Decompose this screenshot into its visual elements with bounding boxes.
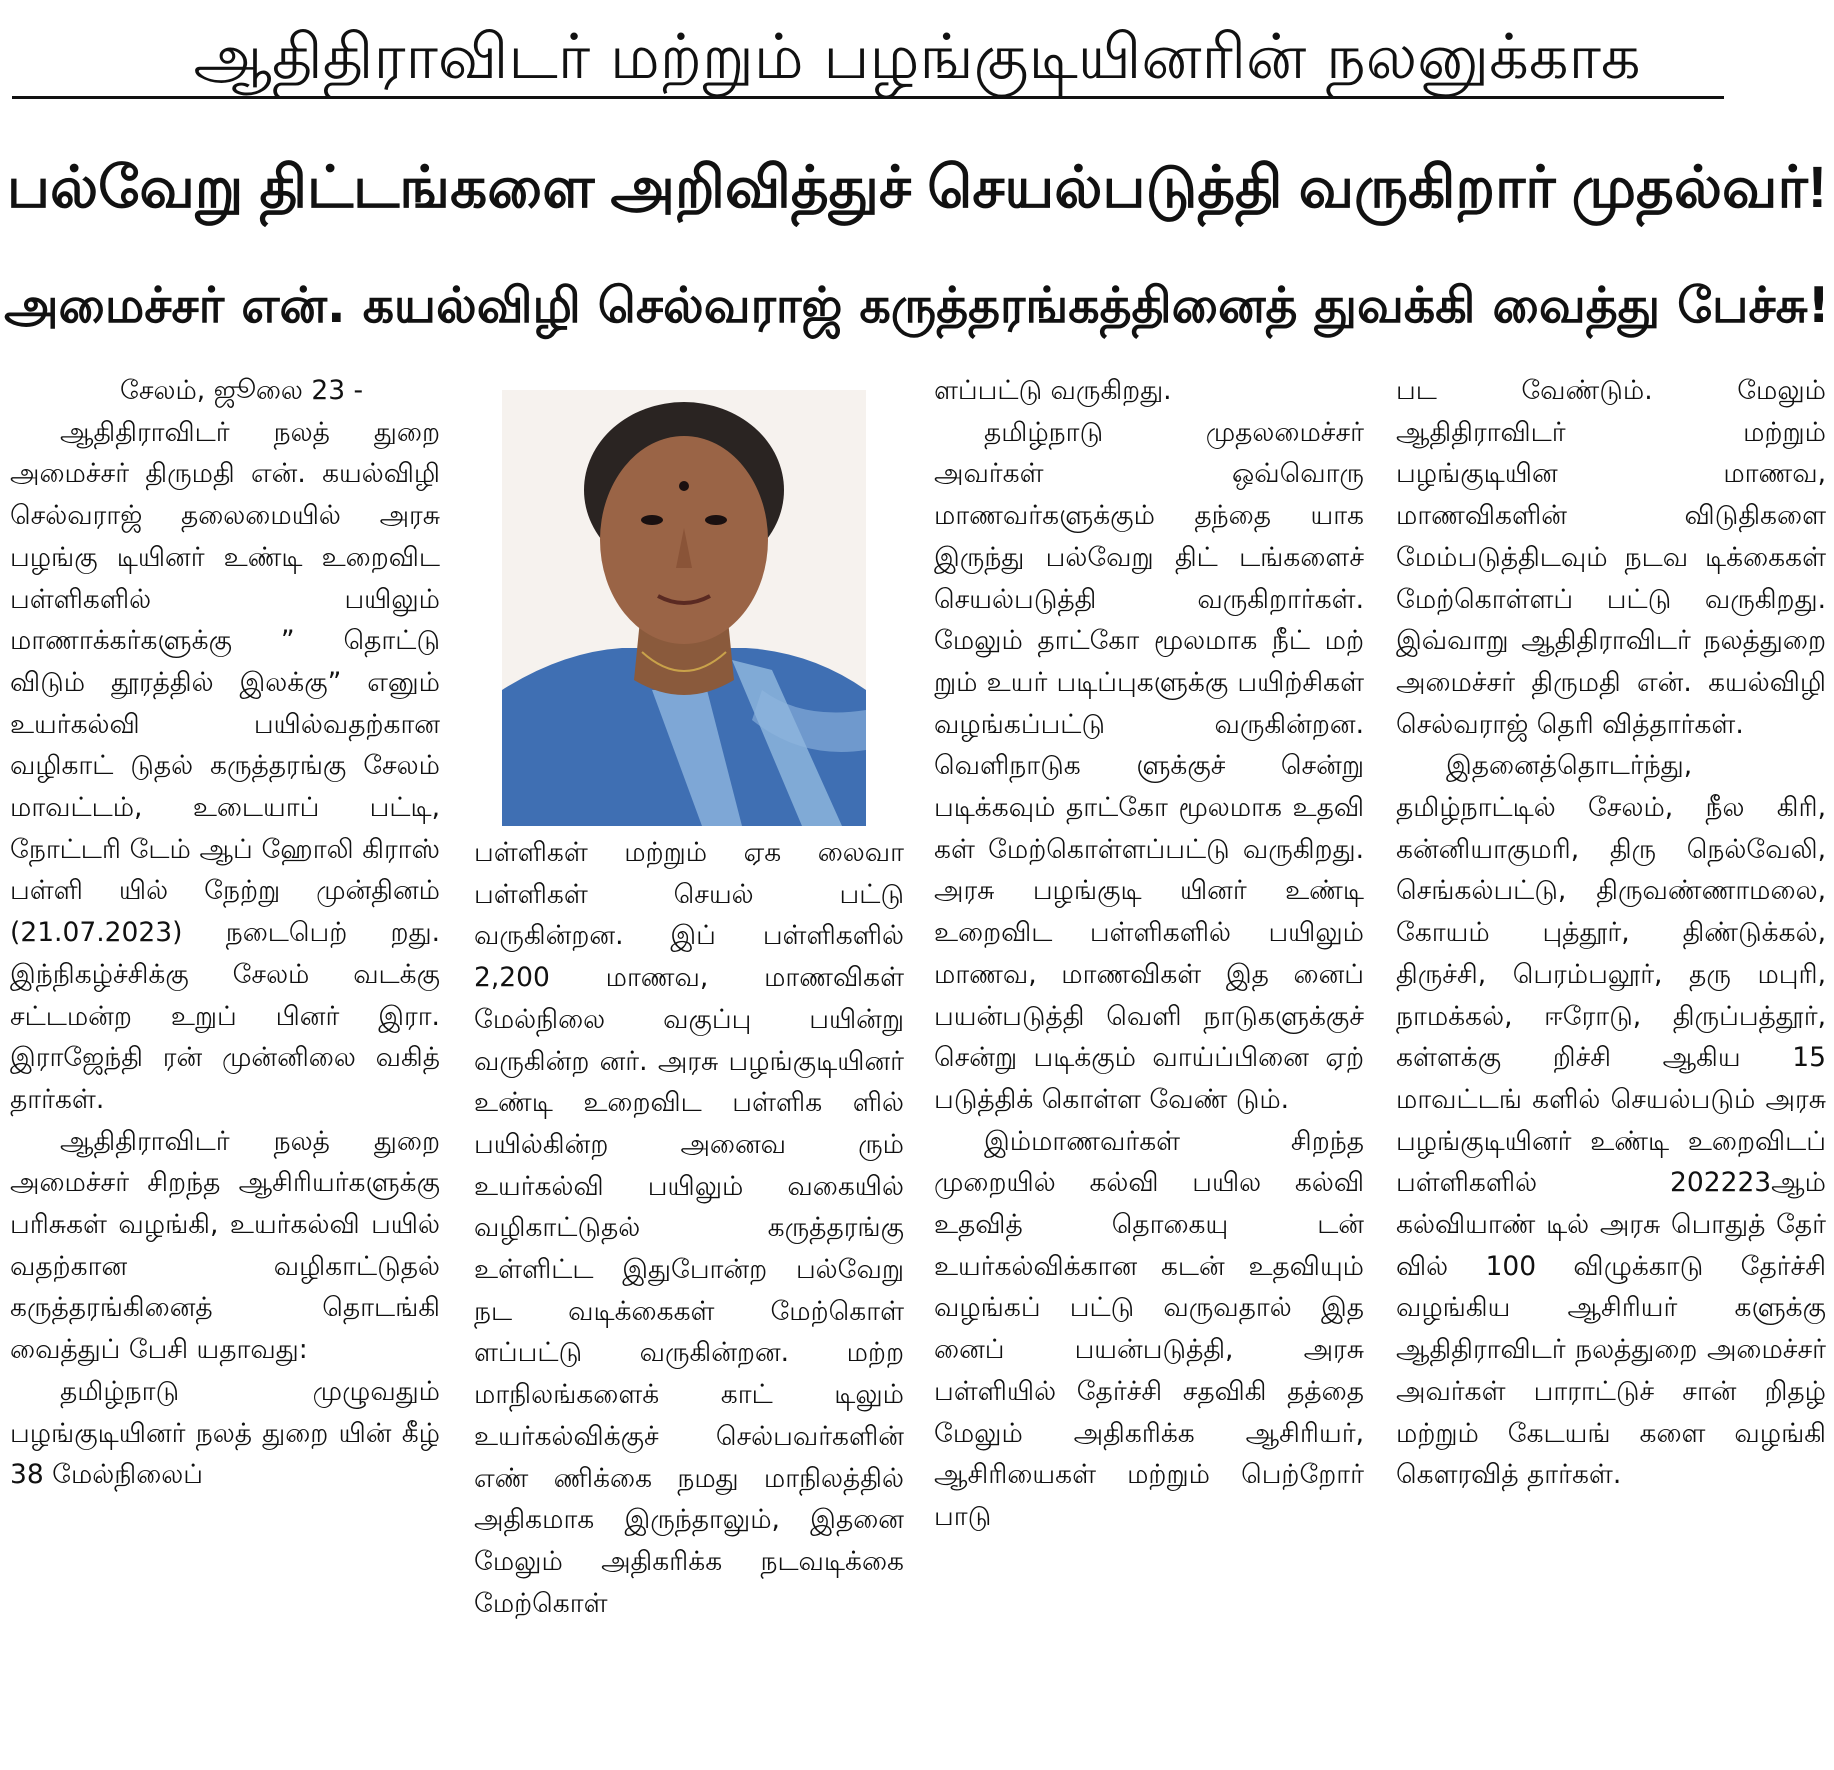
kicker-underline xyxy=(12,96,1724,99)
paragraph: பள்ளிகள் மற்றும் ஏக லைவா பள்ளிகள் செயல் பட்டு வருகின்றன. இப் பள்ளிகளில் 2,200 மாணவ, மாணவிகள் மேல்நிலை வகுப்பு பயின்று வருகின்ற னர். அரசு பழங்குடியினர் உண்டி உறைவிட பள்ளிக ளில் பயில்கின்ற அனைவ ரும் உயர்கல்வி பயிலும் வகையில் வழிகாட்டுதல் கருத்தரங்கு உள்ளிட்ட இதுபோன்ற பல்வேறு நட வடிக்கைகள் மேற்கொள் ளப்பட்டு வருகின்றன. மற்ற மாநிலங்களைக் காட் டிலும் உயர்கல்விக்குச் செல்பவர்களின் எண் ணிக்கை நமது மாநிலத்தில் அதிகமாக இருந்தாலும், இதனை மேலும் அதிகரிக்க நடவடிக்கை மேற்கொள் xyxy=(474,837,904,1619)
paragraph: ளப்பட்டு வருகிறது. xyxy=(934,375,1172,406)
paragraph: தமிழ்நாடு முழுவதும் பழங்குடியினர் நலத் துறை யின் கீழ் 38 மேல்நிலைப் xyxy=(10,1375,440,1491)
dateline: சேலம், ஜூலை 23 - xyxy=(120,375,364,406)
article-column-4 xyxy=(1396,370,1826,1760)
sub-headline: அமைச்சர் என். கயல்விழி செல்வராஜ் கருத்தரங்கத்தினைத் துவக்கி வைத்து பேச்சு! xyxy=(4,277,1830,334)
portrait-illustration xyxy=(502,390,866,826)
article-column-1 xyxy=(10,370,440,1760)
paragraph: பட வேண்டும். மேலும் ஆதிதிராவிடர் மற்றும் பழங்குடியின மாணவ, மாணவிகளின் விடுதிகளை மேம்படுத்திடவும் நடவ டிக்கைகள் மேற்கொள்ளப் பட்டு வருகிறது. இவ்வாறு ஆதிதிராவிடர் நலத்துறை அமைச்சர் திருமதி என். கயல்விழி செல்வராஜ் தெரி வித்தார்கள். xyxy=(1396,375,1826,740)
paragraph: இம்மாணவர்கள் சிறந்த முறையில் கல்வி பயில கல்வி உதவித் தொகையு டன் உயர்கல்விக்கான கடன் உதவியும் வழங்கப் பட்டு வருவதால் இத னைப் பயன்படுத்தி, அரசு பள்ளியில் தேர்ச்சி சதவிகி தத்தை மேலும் அதிகரிக்க ஆசிரியர், ஆசிரியைகள் மற்றும் பெற்றோர் பாடு xyxy=(934,1125,1364,1532)
paragraph: இதனைத்தொடர்ந்து, தமிழ்நாட்டில் சேலம், நீல கிரி, கன்னியாகுமரி, திரு நெல்வேலி, செங்கல்பட்டு, திருவண்ணாமலை, கோயம் புத்தூர், திண்டுக்கல், திருச்சி, பெரம்பலூர், தரு மபுரி, நாமக்கல், ஈரோடு, திருப்பத்தூர், கள்ளக்கு றிச்சி ஆகிய 15 மாவட்டங் களில் செயல்படும் அரசு பழங்குடியினர் உண்டி உறைவிடப் பள்ளிகளில் 202223ஆம் கல்வியாண் டில் அரசு பொதுத் தேர் வில் 100 விழுக்காடு தேர்ச்சி வழங்கிய ஆசிரியர் களுக்கு ஆதிதிராவிடர் நலத்துறை அமைச்சர் அவர்கள் பாராட்டுச் சான் றிதழ் மற்றும் கேடயங் களை வழங்கி கௌரவித் தார்கள். xyxy=(1396,750,1826,1491)
article-column-2 xyxy=(474,832,904,1760)
main-headline: பல்வேறு திட்டங்களை அறிவித்துச் செயல்படுத்தி வருகிறார் முதல்வர்! xyxy=(6,155,1828,220)
paragraph: ஆதிதிராவிடர் நலத் துறை அமைச்சர் திருமதி என். கயல்விழி செல்வராஜ் தலைமையில் அரசு பழங்கு டியினர் உண்டி உறைவிட பள்ளிகளில் பயிலும் மாணாக்கர்களுக்கு ” தொட்டு விடும் தூரத்தில் இலக்கு” எனும் உயர்கல்வி பயில்வதற்கான வழிகாட் டுதல் கருத்தரங்கு சேலம் மாவட்டம், உடையாப் பட்டி, நோட்டரி டேம் ஆப் ஹோலி கிராஸ் பள்ளி யில் நேற்று முன்தினம் (21.07.2023) நடைபெற் றது. இந்நிகழ்ச்சிக்கு சேலம் வடக்கு சட்டமன்ற உறுப் பினர் இரா. இராஜேந்தி ரன் முன்னிலை வகித் தார்கள். xyxy=(10,416,440,1115)
article-column-3 xyxy=(934,370,1364,1760)
paragraph: ஆதிதிராவிடர் நலத் துறை அமைச்சர் சிறந்த ஆசிரியர்களுக்கு பரிசுகள் வழங்கி, உயர்கல்வி பயில் வதற்கான வழிகாட்டுதல் கருத்தரங்கினைத் தொடங்கி வைத்துப் பேசி யதாவது: xyxy=(10,1125,440,1366)
kicker-heading: ஆதிதிராவிடர் மற்றும் பழங்குடியினரின் நலனுக்காக xyxy=(193,20,1641,93)
paragraph: தமிழ்நாடு முதலமைச்சர் அவர்கள் ஒவ்வொரு மாணவர்களுக்கும் தந்தை யாக இருந்து பல்வேறு திட் டங்களைச் செயல்படுத்தி வருகிறார்கள். மேலும் தாட்கோ மூலமாக நீட் மற் றும் உயர் படிப்புகளுக்கு பயிற்சிகள் வழங்கப்பட்டு வருகின்றன. வெளிநாடுக ளுக்குச் சென்று படிக்கவும் தாட்கோ மூலமாக உதவி கள் மேற்கொள்ளப்பட்டு வருகிறது. அரசு பழங்குடி யினர் உண்டி உறைவிட பள்ளிகளில் பயிலும் மாணவ, மாணவிகள் இத னைப் பயன்படுத்தி வெளி நாடுகளுக்குச் சென்று படிக்கும் வாய்ப்பினை ஏற் படுத்திக் கொள்ள வேண் டும். xyxy=(934,416,1364,1115)
minister-photo xyxy=(502,390,866,826)
